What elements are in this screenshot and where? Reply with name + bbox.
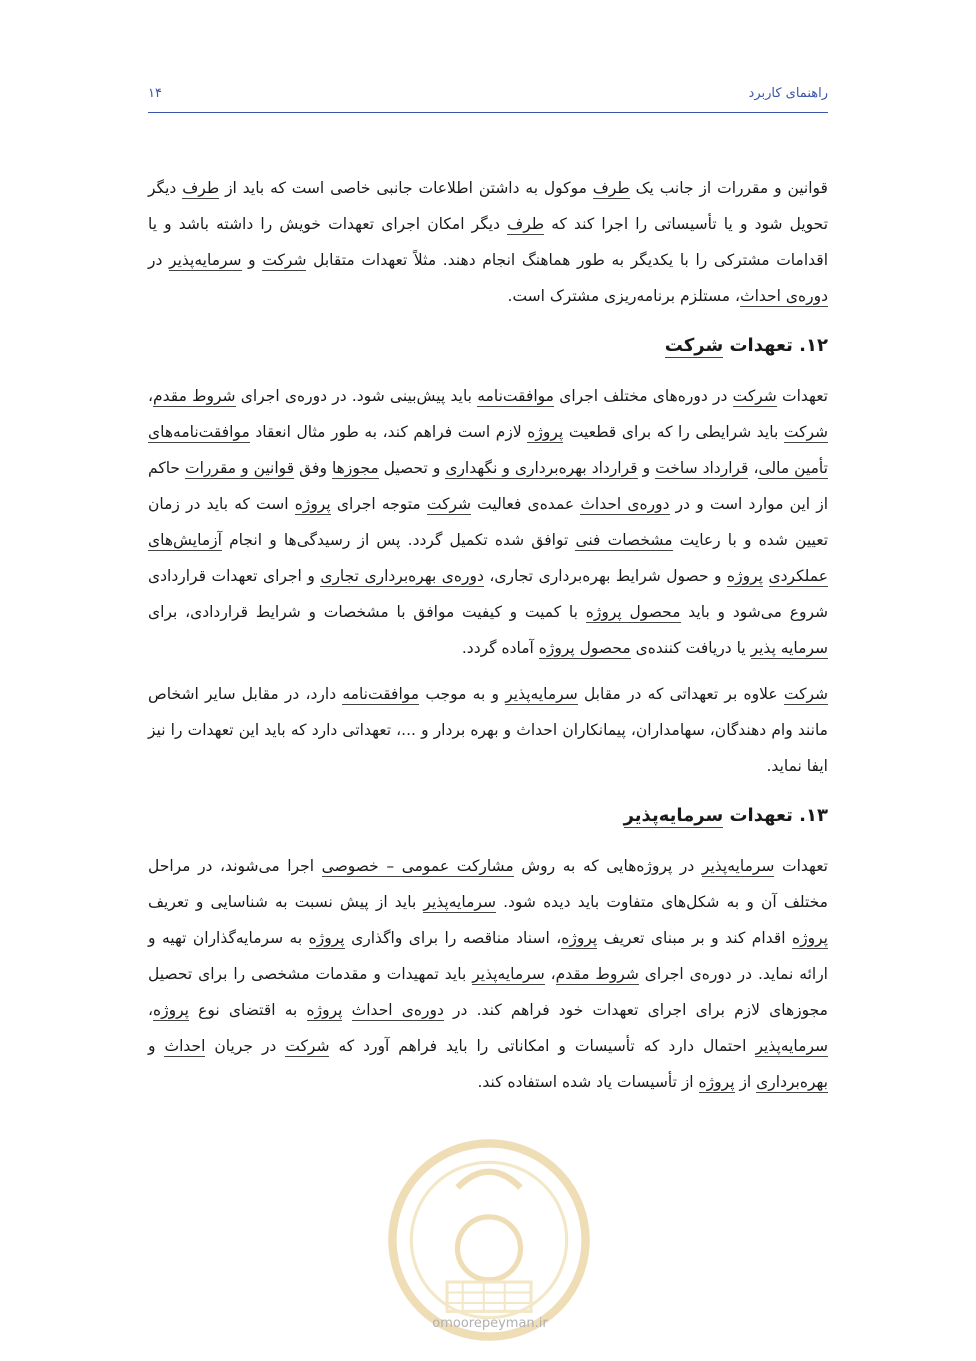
- glossary-term-link[interactable]: سرمایه‌پذیر: [701, 857, 775, 875]
- header-title: راهنمای کاربرد: [748, 86, 828, 101]
- seal-watermark-icon: [384, 1135, 594, 1345]
- glossary-term-link[interactable]: پروژه: [698, 1073, 735, 1091]
- glossary-term-link[interactable]: قوانین و مقررات: [185, 459, 295, 477]
- glossary-term-link[interactable]: سرمایه‌پذیر: [472, 965, 545, 983]
- paragraph-4: تعهدات سرمایه‌پذیر در پروژه‌هایی که به روش مشارکت عمومی – خصوصی اجرا می‌شوند، در مراحل مختلف آن و به شکل‌های متفاوت باید دیده شود. سرمایه‌پذیر باید از پیش نسبت به شناسایی و تعریف پروژه اقدام کند و بر مبنای تعریف پروژه، اسناد مناقصه را برای واگذاری پروژه به سرمایه‌گذاران تهیه و ارائه نماید. در دوره‌ی اجرای شروط مقدم، سرمایه‌پذیر باید تمهیدات و مقدمات مشخصی را برای تحصیل مجوزهای لازم برای اجرای تعهدات خود فراهم کند. در دوره‌ی احداث پروژه به اقتضای نوع پروژه، سرمایه‌پذیر احتمال دارد که تأسیسات و امکاناتی را باید فراهم آورد که شرکت در جریان احداث و بهره‌برداری از پروژه از تأسیسات یاد شده استفاده کند.: [148, 857, 828, 1091]
- section-12-title: ۱۲. تعهدات شرکت: [664, 335, 828, 356]
- glossary-term-link[interactable]: قرارداد بهره‌برداری و نگهداری: [445, 459, 638, 477]
- glossary-term-link[interactable]: پروژه: [561, 929, 598, 947]
- glossary-term-link[interactable]: سرمایه‌پذیر: [755, 1037, 828, 1055]
- glossary-term-link[interactable]: مشارکت عمومی – خصوصی: [321, 857, 514, 875]
- glossary-term-link[interactable]: دوره‌ی احداث: [740, 287, 828, 305]
- glossary-term-link[interactable]: سرمایه‌پذیر: [623, 805, 724, 826]
- glossary-term-link[interactable]: پروژه: [727, 567, 763, 585]
- paragraph-3: شرکت علاوه بر تعهداتی که در مقابل سرمایه‌پذیر و به موجب موافقت‌نامه دارد، در مقابل سایر اشخاص مانند وام دهندگان، سهامداران، پیمانکاران احداث و بهره بردار و ...، تعهداتی دارد که باید این تعهدات را نیز ایفا نماید.: [148, 685, 828, 775]
- glossary-term-link[interactable]: پروژه: [792, 929, 828, 947]
- glossary-term-link[interactable]: پروژه: [294, 495, 331, 513]
- glossary-term-link[interactable]: سرمایه‌پذیر: [505, 685, 578, 703]
- glossary-term-link[interactable]: محصول پروژه: [585, 603, 681, 621]
- glossary-term-link[interactable]: طرف: [507, 215, 545, 233]
- glossary-term-link[interactable]: دوره‌ی احداث: [580, 495, 670, 513]
- glossary-term-link[interactable]: دوره‌ی بهره‌برداری تجاری: [320, 567, 484, 585]
- glossary-term-link[interactable]: طرف: [592, 179, 630, 197]
- glossary-term-link[interactable]: شرکت: [262, 251, 307, 269]
- glossary-term-link[interactable]: پروژه: [308, 929, 345, 947]
- document-body: [148, 170, 828, 1110]
- page-header: [148, 82, 828, 113]
- glossary-term-link[interactable]: شروط مقدم: [555, 965, 639, 983]
- section-13-title: ۱۳. تعهدات سرمایه‌پذیر: [623, 805, 828, 826]
- glossary-term-link[interactable]: بهره‌برداری: [756, 1073, 828, 1091]
- glossary-term-link[interactable]: دوره‌ی احداث: [351, 1001, 444, 1019]
- glossary-term-link[interactable]: شرکت: [426, 495, 472, 513]
- glossary-term-link[interactable]: موافقت‌نامه: [477, 387, 554, 405]
- glossary-term-link[interactable]: مجوزها: [331, 459, 379, 477]
- paragraph-2: تعهدات شرکت در دوره‌های مختلف اجرای موافقت‌نامه باید پیش‌بینی شود. در دوره‌ی اجرای شروط مقدم، شرکت باید شرایطی را که برای قطعیت پروژه لازم است فراهم کند، به طور مثال انعقاد موافقت‌نامه‌های تأمین مالی، قرارداد ساخت و قرارداد بهره‌برداری و نگهداری و تحصیل مجوزها وفق قوانین و مقررات حاکم از این موارد است و در دوره‌ی احداث عمده‌ی فعالیت شرکت متوجه اجرای پروژه است که باید در زمان تعیین شده و با رعایت مشخصات فنی توافق شده تکمیل گردد. پس از رسیدگی‌ها و انجام آزمایش‌های عملکردی پروژه و حصول شرایط بهره‌برداری تجاری، دوره‌ی بهره‌برداری تجاری و اجرای تعهدات قراردادی شروع می‌شود و باید محصول پروژه با کمیت و کیفیت موافق با مشخصات و شرایط قراردادی، برای سرمایه پذیر یا دریافت کننده‌ی محصول پروژه آماده گردد.: [148, 387, 829, 657]
- glossary-term-link[interactable]: طرف: [182, 179, 220, 197]
- glossary-term-link[interactable]: پروژه: [306, 1001, 343, 1019]
- glossary-term-link[interactable]: محصول پروژه: [538, 639, 631, 657]
- glossary-term-link[interactable]: شرکت: [783, 423, 828, 441]
- glossary-term-link[interactable]: سرمایه‌پذیر: [169, 251, 242, 269]
- glossary-term-link[interactable]: پروژه: [527, 423, 564, 441]
- glossary-term-link[interactable]: پروژه: [153, 1001, 189, 1019]
- glossary-term-link[interactable]: شرکت: [732, 387, 777, 405]
- glossary-term-link[interactable]: سرمایه‌پذیر: [423, 893, 496, 911]
- glossary-term-link[interactable]: آزمایش‌های عملکردی: [148, 531, 828, 585]
- watermark-site: omoorepeyman.ir: [432, 1316, 548, 1331]
- page-number: ۱۴: [148, 86, 162, 101]
- glossary-term-link[interactable]: موافقت‌نامه: [342, 685, 420, 703]
- glossary-term-link[interactable]: قرارداد ساخت: [655, 459, 749, 477]
- glossary-term-link[interactable]: موافقت‌نامه‌های تأمین مالی: [148, 423, 828, 477]
- glossary-term-link[interactable]: شرکت: [783, 685, 828, 703]
- glossary-term-link[interactable]: شروط مقدم: [153, 387, 236, 405]
- glossary-term-link[interactable]: شرکت: [664, 335, 724, 356]
- glossary-term-link[interactable]: احداث: [164, 1037, 206, 1055]
- glossary-term-link[interactable]: سرمایه پذیر: [750, 639, 828, 657]
- glossary-term-link[interactable]: مشخصات فنی: [575, 531, 673, 549]
- paragraph-1: قوانین و مقررات از جانب یک طرف موکول به داشتن اطلاعات جانبی خاصی است که باید از طرف دیگر تحویل شود و یا تأسیساتی را اجرا کند که طرف دیگر امکان اجرای تعهدات خویش را داشته باشد و یا اقدامات مشترکی را با یکدیگر به طور هماهنگ انجام دهند. مثلاً تعهدات متقابل شرکت و سرمایه‌پذیر در دوره‌ی احداث، مستلزم برنامه‌ریزی مشترک است.: [148, 179, 829, 305]
- glossary-term-link[interactable]: شرکت: [285, 1037, 330, 1055]
